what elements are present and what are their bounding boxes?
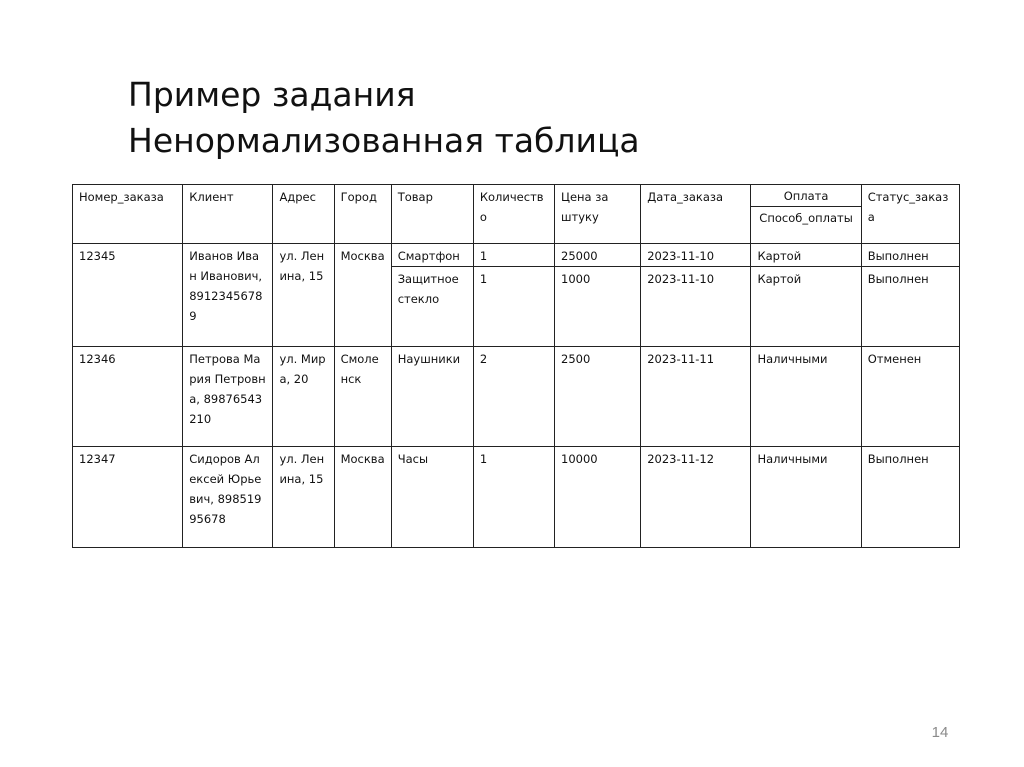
cell-order-status: Отменен — [861, 347, 959, 447]
slide-title-line-2: Ненормализованная таблица — [128, 121, 640, 160]
cell-city: Москва — [334, 244, 391, 347]
cell-price: 10000 — [555, 447, 641, 548]
cell-address: ул. Мира, 20 — [273, 347, 334, 447]
cell-product: Защитное стекло — [391, 267, 473, 347]
cell-price: 25000 — [555, 244, 641, 267]
cell-quantity: 1 — [473, 447, 554, 548]
cell-price: 1000 — [555, 267, 641, 347]
cell-payment-method: Наличными — [751, 447, 861, 548]
slide-title — [128, 72, 928, 164]
cell-payment-method: Картой — [751, 244, 861, 267]
cell-product: Наушники — [391, 347, 473, 447]
table-row — [73, 347, 960, 447]
cell-quantity: 1 — [473, 267, 554, 347]
table-row — [73, 244, 960, 267]
cell-order-number: 12346 — [73, 347, 183, 447]
header-price: Цена за штуку — [555, 185, 641, 244]
cell-order-date: 2023-11-10 — [641, 244, 751, 267]
cell-order-number: 12347 — [73, 447, 183, 548]
cell-quantity: 1 — [473, 244, 554, 267]
cell-order-status: Выполнен — [861, 267, 959, 347]
slide-title-line-1: Пример задания — [128, 75, 416, 114]
cell-order-date: 2023-11-11 — [641, 347, 751, 447]
table-row — [73, 447, 960, 548]
header-address: Адрес — [273, 185, 334, 244]
cell-order-status: Выполнен — [861, 447, 959, 548]
header-quantity: Количество — [473, 185, 554, 244]
cell-city: Москва — [334, 447, 391, 548]
header-client: Клиент — [183, 185, 273, 244]
unnormalized-orders-table — [72, 184, 960, 548]
cell-order-date: 2023-11-12 — [641, 447, 751, 548]
header-order-status: Статус_заказа — [861, 185, 959, 244]
cell-client: Сидоров Алексей Юрьевич, 89851995678 — [183, 447, 273, 548]
cell-price: 2500 — [555, 347, 641, 447]
cell-order-status: Выполнен — [861, 244, 959, 267]
cell-product: Часы — [391, 447, 473, 548]
cell-payment-method: Наличными — [751, 347, 861, 447]
cell-product: Смартфон — [391, 244, 473, 267]
cell-payment-method: Картой — [751, 267, 861, 347]
cell-client: Петрова Мария Петровна, 89876543210 — [183, 347, 273, 447]
header-order-date: Дата_заказа — [641, 185, 751, 244]
header-city: Город — [334, 185, 391, 244]
header-payment-method: Способ_оплаты — [751, 207, 861, 244]
header-product: Товар — [391, 185, 473, 244]
cell-order-number: 12345 — [73, 244, 183, 347]
cell-quantity: 2 — [473, 347, 554, 447]
header-order-number: Номер_заказа — [73, 185, 183, 244]
header-payment: Оплата — [751, 185, 861, 207]
page-number: 14 — [931, 724, 949, 741]
cell-address: ул. Ленина, 15 — [273, 244, 334, 347]
cell-address: ул. Ленина, 15 — [273, 447, 334, 548]
cell-city: Смоленск — [334, 347, 391, 447]
cell-client: Иванов Иван Иванович, 89123456789 — [183, 244, 273, 347]
cell-order-date: 2023-11-10 — [641, 267, 751, 347]
